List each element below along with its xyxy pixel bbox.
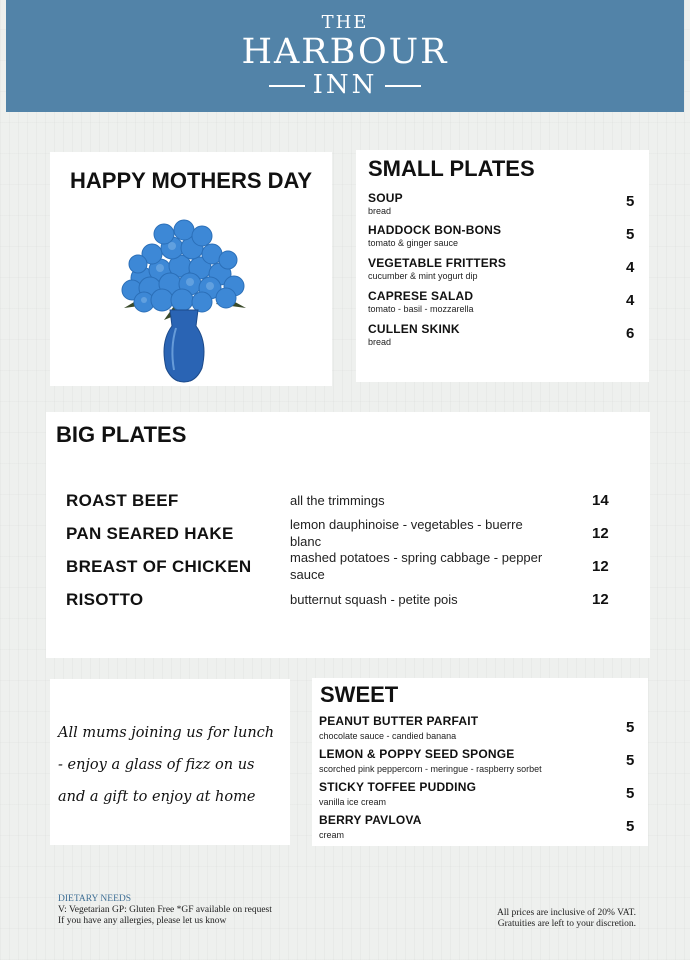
small-item-name: VEGETABLE FRITTERS: [368, 256, 507, 270]
small-item-name: CULLEN SKINK: [368, 322, 460, 336]
mums-offer-line: and a gift to enjoy at home: [58, 789, 256, 805]
vat-line: All prices are inclusive of 20% VAT.: [496, 908, 636, 918]
mums-offer-message: [58, 717, 288, 813]
big-item-name: BREAST OF CHICKEN: [66, 557, 252, 576]
small-item-desc: cucumber & mint yogurt dip: [368, 271, 478, 281]
small-item-price: 5: [626, 226, 635, 243]
mums-offer-line: - enjoy a glass of fizz on us: [58, 757, 255, 773]
header-inn: INN: [312, 70, 378, 100]
dietary-needs-title: DIETARY NEEDS: [58, 894, 132, 904]
small-item-price: 4: [626, 292, 635, 309]
small-item-desc: bread: [368, 206, 392, 216]
small-item-desc: bread: [368, 337, 392, 347]
sweet-item-price: 5: [626, 818, 635, 835]
small-item-name: CAPRESE SALAD: [368, 289, 474, 303]
sweet-item-name: LEMON & POPPY SEED SPONGE: [319, 747, 515, 761]
sweet-item-price: 5: [626, 719, 635, 736]
big-plates-panel: [46, 412, 650, 658]
big-item-price: 12: [592, 591, 609, 608]
dietary-needs-key: V: Vegetarian GP: Gluten Free *GF available on request: [58, 905, 272, 915]
sweet-item-desc: scorched pink peppercorn - meringue - raspberry sorbet: [319, 764, 542, 774]
small-item-price: 6: [626, 325, 635, 342]
header-inn-row: [6, 70, 684, 100]
mothers-day-title: HAPPY MOTHERS DAY: [70, 168, 313, 193]
sweet-item-name: STICKY TOFFEE PUDDING: [319, 780, 477, 794]
small-item-name: SOUP: [368, 191, 403, 205]
big-item-desc: lemon dauphinoise - vegetables - buerre blanc: [290, 517, 523, 549]
big-item-name: RISOTTO: [66, 590, 144, 609]
sweet-item-desc: chocolate sauce - candied banana: [319, 731, 457, 741]
small-item-desc: tomato & ginger sauce: [368, 238, 459, 248]
mums-offer-panel: [50, 679, 290, 845]
big-item-desc: mashed potatoes - spring cabbage - pepper sauce: [290, 550, 543, 582]
header-the: THE: [321, 12, 369, 33]
big-item-price: 12: [592, 525, 609, 542]
sweet-item-price: 5: [626, 752, 635, 769]
small-plates-title: SMALL PLATES: [368, 156, 535, 181]
small-item-price: 4: [626, 259, 635, 276]
sweet-item-desc: cream: [319, 830, 345, 840]
small-item-desc: tomato - basil - mozzarella: [368, 304, 474, 314]
allergy-note: If you have any allergies, please let us know: [58, 916, 227, 926]
big-item-name: ROAST BEEF: [66, 491, 179, 510]
big-item-price: 12: [592, 558, 609, 575]
header-dash-left: [269, 85, 305, 87]
sweet-panel: [312, 678, 648, 846]
vat-note: [497, 908, 636, 930]
gratuity-line: Gratuities are left to your discretion.: [497, 919, 636, 929]
big-item-name: PAN SEARED HAKE: [66, 524, 234, 543]
mums-offer-line: All mums joining us for lunch: [58, 725, 275, 741]
big-item-desc: all the trimmings: [290, 493, 385, 508]
sweet-item-name: PEANUT BUTTER PARFAIT: [319, 714, 479, 728]
blue-roses-bouquet-icon: [104, 208, 264, 384]
mothers-day-panel: [50, 152, 332, 386]
big-item-desc: butternut squash - petite pois: [290, 592, 458, 607]
small-item-name: HADDOCK BON-BONS: [368, 223, 502, 237]
sweet-item-name: BERRY PAVLOVA: [319, 813, 422, 827]
sweet-item-price: 5: [626, 785, 635, 802]
header-banner: [6, 0, 684, 112]
header-name: HARBOUR: [241, 32, 449, 72]
small-plates-panel: [356, 150, 649, 382]
big-plates-title: BIG PLATES: [56, 422, 187, 447]
header-dash-right: [385, 85, 421, 87]
big-item-price: 14: [592, 492, 609, 509]
sweet-title: SWEET: [320, 682, 399, 707]
small-item-price: 5: [626, 193, 635, 210]
sweet-item-desc: vanilla ice cream: [319, 797, 387, 807]
dietary-needs-note: [58, 894, 272, 927]
